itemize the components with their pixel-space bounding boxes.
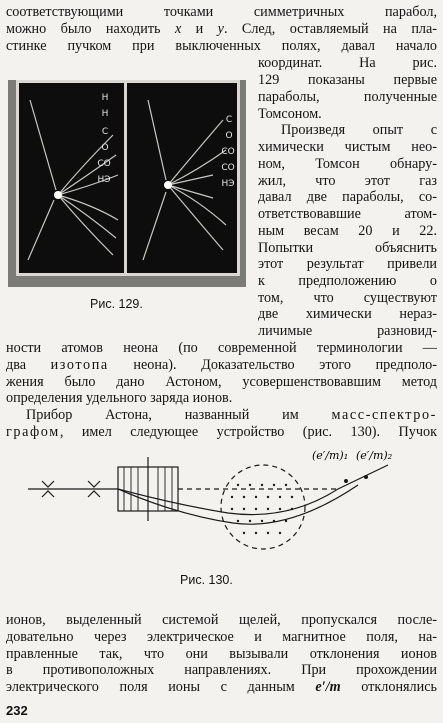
plate-label: СО	[97, 159, 111, 169]
text-line: ном, Томсон обнару-	[258, 156, 437, 172]
text-line: химически чистым нео-	[258, 139, 437, 155]
parabola-traces	[8, 80, 246, 287]
text-line: этот результат привели	[258, 256, 437, 272]
text-line: к предположению о	[258, 273, 437, 289]
figure-129-caption: Рис. 129.	[90, 297, 143, 311]
text-line: 129 показаны первые	[258, 72, 437, 88]
text-line: можно было находить x и y. След, оставляемый на пла-	[6, 21, 438, 37]
plate-label: Н	[101, 109, 109, 119]
text-line: электрического поля ионы с данным e′/m отклонялись	[6, 679, 438, 695]
figure-130-diagram	[28, 445, 408, 565]
focus-point	[344, 479, 348, 483]
plate-label: НЭ	[221, 179, 235, 189]
text-line: жения было дано Астоном, усовершенствовавшим метод	[6, 374, 437, 390]
ion-trajectory-1	[118, 465, 388, 515]
text-line: графом, имел следующее устройство (рис. 130). Пучок	[6, 424, 437, 440]
magnetic-field-dots	[231, 484, 293, 534]
focus-point	[364, 475, 368, 479]
plate-label: О	[101, 143, 109, 153]
text-line: правленные так, что они вызывали отклонения ионов	[6, 646, 437, 662]
figure-129-photo	[8, 80, 246, 287]
text-line: довательно через электрическое и магнитное поля, на-	[6, 629, 437, 645]
text-line: ионов, выделенный системой щелей, пропускался после-	[6, 612, 437, 628]
text-line: две химически нераз-	[258, 306, 437, 322]
plate-label: Н	[101, 93, 109, 103]
label-em2: (e′/m)₂	[356, 449, 393, 462]
magnetic-field-region	[221, 465, 305, 549]
text-line: личимые разновид-	[258, 323, 437, 339]
figure-130-caption: Рис. 130.	[180, 573, 233, 587]
plate-label: О	[225, 131, 233, 141]
plate-label: С	[225, 115, 233, 125]
origin-spot	[164, 181, 172, 189]
origin-spot	[54, 191, 62, 199]
text-line: два изотопа неона). Доказательство этого предполо-	[6, 357, 437, 373]
label-em1: (e′/m)₁	[312, 449, 349, 462]
plate-label: С	[101, 127, 109, 137]
text-line: стинке пучком при выключенных полях, давал начало	[6, 38, 437, 54]
text-line: ности атомов неона (по современной терминологии —	[6, 340, 437, 356]
text-line: координат. На рис.	[258, 55, 437, 71]
text-line: жил, что этот газ	[258, 173, 437, 189]
plate-label: СО	[221, 163, 235, 173]
ion-trajectory-2	[118, 485, 358, 524]
text-line: Попытки объяснить	[258, 240, 437, 256]
text-line: ным весам 20 и 22.	[258, 223, 437, 239]
plate-label: СО	[221, 147, 235, 157]
text-line: параболы, полученные	[258, 89, 437, 105]
text-line: том, что существуют	[258, 290, 437, 306]
text-line: определения удельного заряда ионов.	[6, 390, 233, 406]
plate-label: НЭ	[97, 175, 111, 185]
text-line: Прибор Астона, названный им масс-спектро-	[26, 407, 437, 423]
text-line: давал две параболы, со-	[258, 189, 437, 205]
text-line: Произведя опыт с	[281, 122, 437, 138]
text-line: Томсоном.	[258, 106, 322, 122]
page-number: 232	[6, 703, 28, 718]
text-line: в противоположных направлениях. При прохождении	[6, 662, 437, 678]
text-line: ответствовавшие атом-	[258, 206, 437, 222]
text-line: соответствующими точками симметричных парабол,	[6, 4, 437, 20]
